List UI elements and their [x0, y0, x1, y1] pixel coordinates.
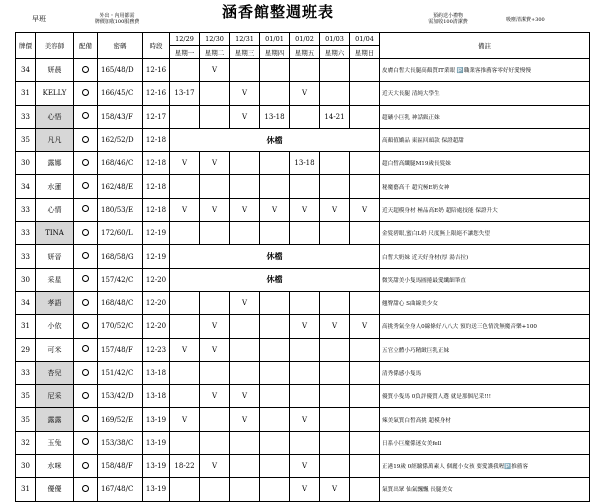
day-cell	[230, 315, 260, 338]
day-cell	[260, 408, 290, 431]
day-cell: V	[260, 198, 290, 221]
time-cell: 12-20	[143, 315, 170, 338]
reservation-note-line1: 預約送小禮物	[432, 13, 463, 19]
circle-icon	[82, 322, 89, 329]
schedule-table	[15, 32, 590, 502]
day-cell: V	[170, 338, 200, 361]
reservation-note	[408, 13, 488, 25]
circle-icon	[82, 112, 89, 119]
day-cell: V	[230, 385, 260, 408]
day-cell	[320, 175, 350, 198]
price-cell: 32	[16, 431, 36, 454]
time-cell: 12-18	[143, 198, 170, 221]
remark-cell: 高顏值嬌品 東區回頭款 保證超甜	[380, 128, 590, 151]
match-cell	[74, 338, 98, 361]
time-cell: 13-19	[143, 408, 170, 431]
stats-cell: 153/42/D	[98, 385, 143, 408]
col-header-stats: 密碼	[98, 33, 143, 59]
day-cell	[170, 222, 200, 245]
table-row	[16, 59, 590, 82]
match-cell	[74, 478, 98, 501]
day-cell: V	[290, 408, 320, 431]
day-cell	[350, 105, 380, 128]
day-cell	[320, 431, 350, 454]
day-cell	[200, 82, 230, 105]
day-cell	[320, 222, 350, 245]
day-cell: V	[290, 82, 320, 105]
table-row	[16, 128, 590, 151]
header-row-dates	[16, 33, 590, 46]
col-header-remark: 備註	[380, 33, 590, 59]
day-cell: V	[200, 455, 230, 478]
day-cell: V	[290, 478, 320, 501]
day-cell	[320, 152, 350, 175]
match-cell	[74, 408, 98, 431]
match-cell	[74, 222, 98, 245]
remark-cell: 微笑甜美小隻馬圓捲最愛纖細筆直	[380, 268, 590, 291]
day-cell: V	[230, 105, 260, 128]
day-cell	[290, 338, 320, 361]
day-cell	[320, 361, 350, 384]
price-cell: 31	[16, 478, 36, 501]
day-cell	[290, 175, 320, 198]
day-cell	[290, 59, 320, 82]
day-cell: 13-17	[170, 82, 200, 105]
day-cell	[260, 478, 290, 501]
day-cell	[260, 385, 290, 408]
stats-cell: 157/48/F	[98, 338, 143, 361]
day-cell	[260, 82, 290, 105]
name-cell: 孝語	[36, 291, 74, 314]
day-cell	[290, 222, 320, 245]
day-cell	[170, 59, 200, 82]
circle-icon	[82, 485, 89, 492]
day-cell: V	[320, 198, 350, 221]
circle-icon	[82, 345, 89, 352]
day-cell	[230, 361, 260, 384]
day-cell	[170, 478, 200, 501]
date-header: 01/03	[320, 33, 350, 46]
day-cell: 13-18	[260, 105, 290, 128]
day-cell	[230, 455, 260, 478]
day-cell	[260, 291, 290, 314]
day-cell: V	[230, 198, 260, 221]
day-cell	[350, 431, 380, 454]
circle-icon	[82, 229, 89, 236]
date-header: 12/30	[200, 33, 230, 46]
time-cell: 12-23	[143, 338, 170, 361]
table-row	[16, 245, 590, 268]
day-cell	[320, 408, 350, 431]
remark-cell: 日系小巨魔係迷女美fell	[380, 431, 590, 454]
day-cell	[230, 59, 260, 82]
price-cell: 33	[16, 198, 36, 221]
day-cell	[170, 291, 200, 314]
day-cell	[200, 291, 230, 314]
match-cell	[74, 455, 98, 478]
day-cell	[200, 175, 230, 198]
name-cell: 尼采	[36, 385, 74, 408]
day-cell	[320, 59, 350, 82]
stats-cell: 158/43/F	[98, 105, 143, 128]
day-cell: V	[230, 82, 260, 105]
remark-cell: 翹臀甜心 S曲線美少女	[380, 291, 590, 314]
remark-cell: 氣質出眾 仙氣飄飄 長腿美女	[380, 478, 590, 501]
date-header: 12/29	[170, 33, 200, 46]
day-cell: V	[200, 198, 230, 221]
day-cell	[260, 175, 290, 198]
price-cell: 33	[16, 361, 36, 384]
col-header-match: 配備	[74, 33, 98, 59]
stats-cell: 162/52/D	[98, 128, 143, 151]
day-cell	[290, 431, 320, 454]
table-row	[16, 478, 590, 501]
circle-icon	[82, 252, 89, 259]
match-cell	[74, 245, 98, 268]
day-cell: V	[320, 478, 350, 501]
time-cell: 12-19	[143, 222, 170, 245]
day-cell: V	[290, 198, 320, 221]
table-row	[16, 455, 590, 478]
name-cell: 水蓮	[36, 175, 74, 198]
off-cell: 休檔	[170, 128, 380, 151]
time-cell: 12-17	[143, 105, 170, 128]
stats-cell: 170/52/C	[98, 315, 143, 338]
price-cell: 29	[16, 338, 36, 361]
name-cell: 妍晨	[36, 59, 74, 82]
day-cell	[350, 338, 380, 361]
table-row	[16, 408, 590, 431]
day-cell	[350, 152, 380, 175]
table-row	[16, 105, 590, 128]
day-cell	[260, 431, 290, 454]
day-cell	[350, 385, 380, 408]
stats-cell: 180/53/E	[98, 198, 143, 221]
name-cell: 露露	[36, 408, 74, 431]
stats-cell: 153/38/C	[98, 431, 143, 454]
match-cell	[74, 385, 98, 408]
table-row	[16, 175, 590, 198]
table-row	[16, 222, 590, 245]
day-cell: V	[200, 59, 230, 82]
price-cell: 33	[16, 105, 36, 128]
price-cell: 33	[16, 222, 36, 245]
table-row	[16, 431, 590, 454]
time-cell: 12-18	[143, 128, 170, 151]
day-cell: V	[200, 385, 230, 408]
schedule-rows	[16, 59, 590, 502]
day-cell	[230, 478, 260, 501]
day-cell	[230, 338, 260, 361]
day-cell	[200, 478, 230, 501]
day-cell	[320, 455, 350, 478]
price-cell: 35	[16, 385, 36, 408]
shift-label: 早班	[32, 15, 46, 23]
day-cell	[350, 478, 380, 501]
day-cell	[230, 152, 260, 175]
weekday-header: 星期五	[290, 46, 320, 59]
page-title: 涵香館整週班表	[222, 3, 335, 21]
circle-icon	[82, 136, 89, 143]
off-cell: 休檔	[170, 245, 380, 268]
remark-cell: 白皙大奶妹 近天好身材(厚 湯吉拉)	[380, 245, 590, 268]
day-cell	[170, 315, 200, 338]
price-cell: 33	[16, 245, 36, 268]
service-fee-note	[77, 13, 157, 25]
name-cell: 水咪	[36, 455, 74, 478]
table-row	[16, 198, 590, 221]
stats-cell: 168/48/C	[98, 291, 143, 314]
table-row	[16, 338, 590, 361]
time-cell: 12-18	[143, 152, 170, 175]
price-cell: 35	[16, 408, 36, 431]
day-cell	[260, 59, 290, 82]
remark-cell: 超礦小巨乳 神話級正妹	[380, 105, 590, 128]
remark-cell: 辣美氣質白皙高挑 超模身材	[380, 408, 590, 431]
day-cell: V	[290, 315, 320, 338]
stats-cell: 168/58/G	[98, 245, 143, 268]
date-header: 01/01	[260, 33, 290, 46]
remark-cell: 皮膚白皙大長腿高顏質IT業眼 🅿️職業客推薦客零好好愛慢慢	[380, 59, 590, 82]
day-cell	[200, 408, 230, 431]
weekday-header: 星期一	[170, 46, 200, 59]
time-cell: 12-20	[143, 291, 170, 314]
day-cell	[170, 431, 200, 454]
match-cell	[74, 431, 98, 454]
name-cell: 玉兔	[36, 431, 74, 454]
name-cell: TINA	[36, 222, 74, 245]
price-cell: 30	[16, 455, 36, 478]
price-cell: 30	[16, 268, 36, 291]
service-fee-note-line1: 外出・內用都需	[99, 13, 135, 19]
day-cell	[320, 338, 350, 361]
match-cell	[74, 59, 98, 82]
day-cell: 18-22	[170, 455, 200, 478]
circle-icon	[82, 89, 89, 96]
time-cell: 12-18	[143, 175, 170, 198]
day-cell	[260, 152, 290, 175]
day-cell	[230, 222, 260, 245]
off-cell: 休檔	[170, 268, 380, 291]
time-cell: 12-19	[143, 245, 170, 268]
remark-cell: 近天大長腿 清純大學生	[380, 82, 590, 105]
day-cell	[200, 361, 230, 384]
day-cell	[260, 315, 290, 338]
day-cell	[350, 408, 380, 431]
remark-cell: 清秀係感小隻馬	[380, 361, 590, 384]
price-cell: 31	[16, 315, 36, 338]
time-cell: 13-19	[143, 478, 170, 501]
day-cell: V	[170, 198, 200, 221]
price-cell: 34	[16, 59, 36, 82]
circle-icon	[82, 299, 89, 306]
match-cell	[74, 152, 98, 175]
day-cell	[350, 291, 380, 314]
stats-cell: 157/42/C	[98, 268, 143, 291]
match-cell	[74, 175, 98, 198]
match-cell	[74, 105, 98, 128]
table-row	[16, 361, 590, 384]
circle-icon	[82, 462, 89, 469]
day-cell	[320, 291, 350, 314]
name-cell: 小依	[36, 315, 74, 338]
remark-cell: 超白皙高纖腿M19歲長髮妹	[380, 152, 590, 175]
table-row	[16, 315, 590, 338]
remark-cell: 秘魔藝高千 超究極E奶女神	[380, 175, 590, 198]
name-cell: 心情	[36, 198, 74, 221]
day-cell	[290, 105, 320, 128]
col-header-price: 牌價	[16, 33, 36, 59]
price-cell: 35	[16, 128, 36, 151]
day-cell: V	[200, 315, 230, 338]
stats-cell: 167/48/C	[98, 478, 143, 501]
name-cell: KELLY	[36, 82, 74, 105]
match-cell	[74, 198, 98, 221]
weekday-header: 星期六	[320, 46, 350, 59]
col-header-time: 時段	[143, 33, 170, 59]
day-cell	[170, 385, 200, 408]
circle-icon	[82, 392, 89, 399]
day-cell	[350, 455, 380, 478]
day-cell	[200, 105, 230, 128]
name-cell: 采星	[36, 268, 74, 291]
time-cell: 13-19	[143, 431, 170, 454]
date-header: 12/31	[230, 33, 260, 46]
remark-cell: 優質小隻馬 0負評優質人選 就是那個尼采!!!	[380, 385, 590, 408]
day-cell: V	[320, 315, 350, 338]
reservation-note-line2: 需加收100清潔費	[428, 19, 468, 25]
name-cell: 優優	[36, 478, 74, 501]
match-cell	[74, 291, 98, 314]
day-cell	[170, 175, 200, 198]
stats-cell: 158/48/F	[98, 455, 143, 478]
day-cell	[170, 361, 200, 384]
day-cell	[170, 105, 200, 128]
day-cell	[260, 222, 290, 245]
price-cell: 31	[16, 82, 36, 105]
table-row	[16, 385, 590, 408]
day-cell	[260, 361, 290, 384]
day-cell	[350, 222, 380, 245]
day-cell: V	[200, 338, 230, 361]
weekday-header: 星期三	[230, 46, 260, 59]
day-cell	[200, 222, 230, 245]
day-cell: V	[350, 315, 380, 338]
day-cell: V	[290, 455, 320, 478]
price-cell: 34	[16, 291, 36, 314]
weekday-header: 星期日	[350, 46, 380, 59]
price-cell: 34	[16, 175, 36, 198]
circle-icon	[82, 182, 89, 189]
day-cell	[320, 385, 350, 408]
match-cell	[74, 82, 98, 105]
name-cell: 露娜	[36, 152, 74, 175]
day-cell: 14-21	[320, 105, 350, 128]
match-cell	[74, 128, 98, 151]
circle-icon	[82, 275, 89, 282]
col-header-name: 美容師	[36, 33, 74, 59]
day-cell	[290, 291, 320, 314]
circle-icon	[82, 66, 89, 73]
day-cell	[290, 361, 320, 384]
time-cell: 13-18	[143, 385, 170, 408]
day-cell	[230, 431, 260, 454]
remark-cell: 高挑秀氣全身人0線條好八八大 預約送三色情洗無魔音樂+100	[380, 315, 590, 338]
remark-cell: 近天超模身材 極品高E奶 超陪處技能 保證升大	[380, 198, 590, 221]
day-cell	[350, 361, 380, 384]
time-cell: 13-19	[143, 455, 170, 478]
weekday-header: 星期四	[260, 46, 290, 59]
day-cell: V	[350, 198, 380, 221]
table-row	[16, 268, 590, 291]
name-cell: 凡凡	[36, 128, 74, 151]
weekday-header: 星期二	[200, 46, 230, 59]
table-row	[16, 291, 590, 314]
date-header: 01/02	[290, 33, 320, 46]
stats-cell: 165/48/D	[98, 59, 143, 82]
name-cell: 可米	[36, 338, 74, 361]
remark-cell: 正港19歲 0經驗係萬素人 個麗小女孩 要愛護我喔🅿️推薦客	[380, 455, 590, 478]
table-row	[16, 152, 590, 175]
match-cell	[74, 315, 98, 338]
day-cell: 13-18	[290, 152, 320, 175]
name-cell: 妍晉	[36, 245, 74, 268]
day-cell: V	[200, 152, 230, 175]
stats-cell: 151/42/C	[98, 361, 143, 384]
day-cell: V	[170, 152, 200, 175]
day-cell: V	[230, 408, 260, 431]
remark-cell: 五官立體小巧精緻巨乳正妹	[380, 338, 590, 361]
day-cell	[230, 175, 260, 198]
time-cell: 12-16	[143, 59, 170, 82]
day-cell	[320, 82, 350, 105]
day-cell: V	[170, 408, 200, 431]
day-cell	[260, 338, 290, 361]
match-cell	[74, 361, 98, 384]
circle-icon	[82, 205, 89, 212]
day-cell	[290, 385, 320, 408]
day-cell	[350, 175, 380, 198]
table-row	[16, 82, 590, 105]
remark-cell: 金髮碧眼,蜜白L奶 尺度無上限絕不讓您失望	[380, 222, 590, 245]
time-cell: 12-16	[143, 82, 170, 105]
stats-cell: 162/48/E	[98, 175, 143, 198]
day-cell	[350, 59, 380, 82]
day-cell: V	[230, 291, 260, 314]
day-cell	[260, 455, 290, 478]
cleaning-fee-note: 吸塵清潔費+300	[506, 17, 545, 23]
circle-icon	[82, 159, 89, 166]
time-cell: 13-18	[143, 361, 170, 384]
day-cell	[350, 82, 380, 105]
price-cell: 30	[16, 152, 36, 175]
service-fee-note-line2: 牌價加收100服務費	[94, 19, 140, 25]
name-cell: 心悟	[36, 105, 74, 128]
circle-icon	[82, 369, 89, 376]
match-cell	[74, 268, 98, 291]
stats-cell: 168/46/C	[98, 152, 143, 175]
stats-cell: 166/45/C	[98, 82, 143, 105]
circle-icon	[82, 415, 89, 422]
date-header: 01/04	[350, 33, 380, 46]
name-cell: 杏兒	[36, 361, 74, 384]
stats-cell: 172/60/L	[98, 222, 143, 245]
time-cell: 12-20	[143, 268, 170, 291]
stats-cell: 169/52/E	[98, 408, 143, 431]
circle-icon	[82, 438, 89, 445]
day-cell	[200, 431, 230, 454]
